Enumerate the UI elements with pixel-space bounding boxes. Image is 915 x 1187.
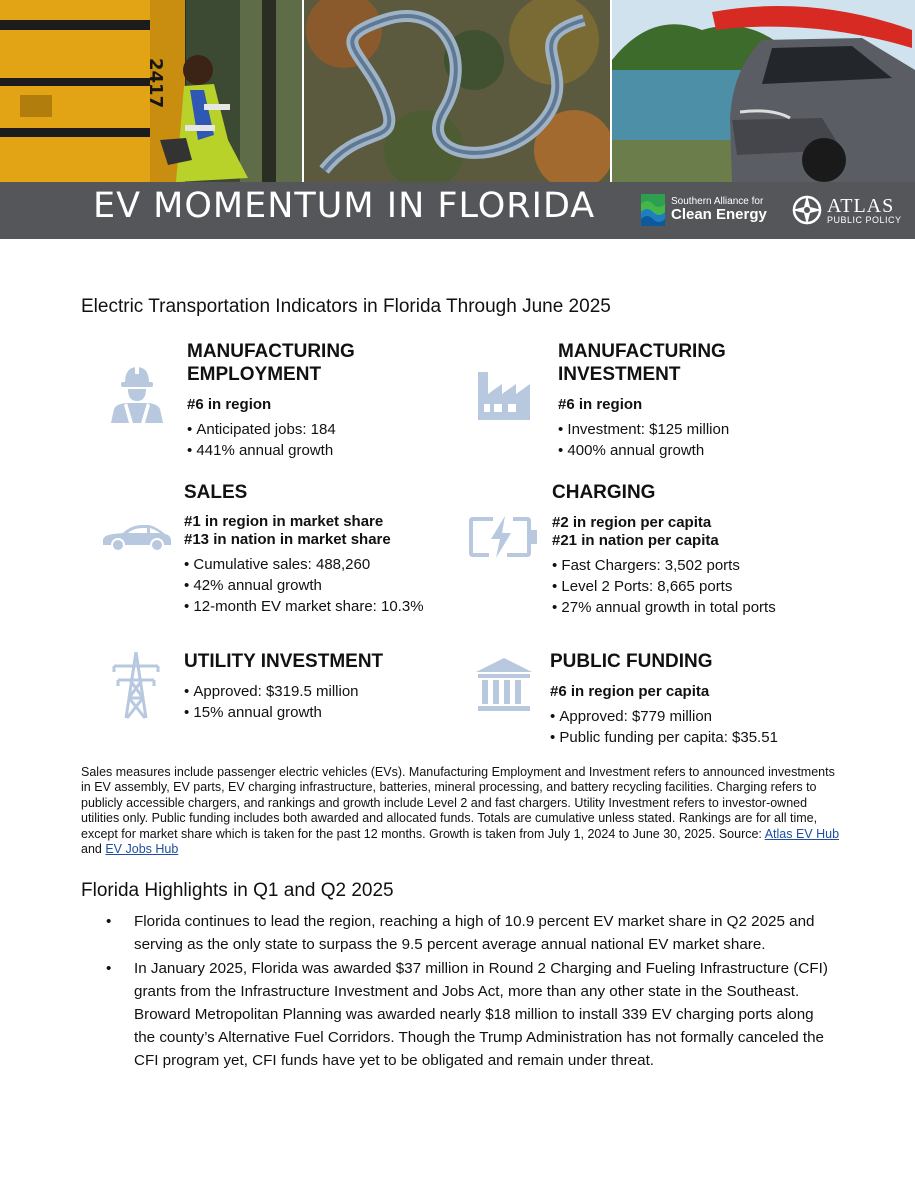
utility-investment-title: UTILITY INVESTMENT xyxy=(184,651,384,672)
atlas-logo-line2: PUBLIC POLICY xyxy=(827,214,902,225)
list-item: • 27% annual growth in total ports xyxy=(552,597,776,618)
highlights-list xyxy=(106,910,836,1073)
manufacturing-employment-title-line1: MANUFACTURING xyxy=(187,341,355,362)
factory-icon xyxy=(476,370,532,420)
list-item: • Cumulative sales: 488,260 xyxy=(184,554,424,575)
list-item: • 400% annual growth xyxy=(558,440,729,461)
battery-charging-icon xyxy=(469,516,539,558)
sace-logo xyxy=(641,192,767,228)
atlas-ev-hub-link[interactable]: Atlas EV Hub xyxy=(764,826,840,841)
winding-road-aerial-photo xyxy=(304,0,610,182)
sales-title: SALES xyxy=(184,482,248,503)
atlas-logo xyxy=(791,192,902,228)
charging-title: CHARGING xyxy=(552,482,656,503)
manufacturing-employment-title-line2: EMPLOYMENT xyxy=(187,364,322,385)
list-item: • Anticipated jobs: 184 xyxy=(187,419,336,440)
bus-number: 2417 xyxy=(145,58,166,109)
manufacturing-investment-rank: #6 in region xyxy=(558,396,643,413)
sales-rank-nation: #13 in nation in market share xyxy=(184,531,391,548)
utility-investment-list xyxy=(184,681,359,723)
atlas-compass-icon xyxy=(791,194,823,226)
public-funding-rank: #6 in region per capita xyxy=(550,683,710,700)
worker-icon xyxy=(108,363,166,423)
manufacturing-investment-list xyxy=(558,419,729,461)
ev-jobs-hub-link[interactable]: EV Jobs Hub xyxy=(105,842,179,857)
list-item: • Approved: $779 million xyxy=(550,706,778,727)
charging-rank-nation: #21 in nation per capita xyxy=(552,532,719,549)
manufacturing-employment-list xyxy=(187,419,336,461)
list-item: • 441% annual growth xyxy=(187,440,336,461)
list-item: • 42% annual growth xyxy=(184,575,424,596)
list-item: • Fast Chargers: 3,502 ports xyxy=(552,555,776,576)
public-funding-title: PUBLIC FUNDING xyxy=(550,651,713,672)
highlights-heading: Florida Highlights in Q1 and Q2 2025 xyxy=(81,880,394,901)
indicators-heading: Electric Transportation Indicators in Florida Through June 2025 xyxy=(81,296,611,317)
public-funding-list xyxy=(550,706,778,748)
notes-joiner: and xyxy=(81,842,106,857)
notes-text: Sales measures include passenger electric vehicles (EVs). Manufacturing Employment and Investment refers to announced investments in EV assembly, EV parts, EV charging infrastructure, batteries, mineral processing, and battery recycling facilities. Charging refers to publicly accessible chargers, and rankings and growth include Level 2 and fast chargers. Utility Investment refers to investor-owned utilities only. Public funding includes both awarded and allocated funds. Totals are cumulative unless stated. Rankings are for all time, except for market share which is taken for the past 12 months. Growth is taken from July 1, 2024 to June 30, 2025. Source: xyxy=(81,765,835,841)
highlight-item: • Florida continues to lead the region, reaching a high of 10.9 percent EV market share in Q2 2025 and serving as the only state to surpass the 9.5 percent average annual national EV market share. xyxy=(106,910,836,956)
ev-car-with-kayaks-photo xyxy=(612,0,915,182)
sales-list xyxy=(184,554,424,617)
page-title: EV MOMENTUM IN FLORIDA xyxy=(93,186,596,226)
manufacturing-investment-title-line1: MANUFACTURING xyxy=(558,341,726,362)
sace-logo-line1: Southern Alliance for xyxy=(671,195,764,207)
power-tower-icon xyxy=(110,650,162,720)
charging-rank-region: #2 in region per capita xyxy=(552,514,712,531)
school-bus-charging-photo xyxy=(0,0,302,182)
list-item: • Level 2 Ports: 8,665 ports xyxy=(552,576,776,597)
methodology-notes xyxy=(81,765,841,857)
government-building-icon xyxy=(474,656,534,712)
manufacturing-employment-rank: #6 in region xyxy=(187,396,272,413)
list-item: • 15% annual growth xyxy=(184,702,359,723)
list-item: • 12-month EV market share: 10.3% xyxy=(184,596,424,617)
charging-list xyxy=(552,555,776,618)
manufacturing-investment-title-line2: INVESTMENT xyxy=(558,364,681,385)
highlight-item: • In January 2025, Florida was awarded $37 million in Round 2 Charging and Fueling Infrastructure (CFI) grants from the Infrastructure Investment and Jobs Act, more than any other state in the Southeast. Broward Metropolitan Planning was awarded nearly $18 million to install 339 EV charging ports along the county’s Alternative Fuel Corridors. Though the Trump Administration has not formally canceled the CFI program yet, CFI funds have yet to be obligated and remain under threat. xyxy=(106,957,836,1072)
sales-rank-region: #1 in region in market share xyxy=(184,513,384,530)
list-item: • Investment: $125 million xyxy=(558,419,729,440)
atlas-logo-line1: ATLAS xyxy=(827,194,895,217)
list-item: • Approved: $319.5 million xyxy=(184,681,359,702)
list-item: • Public funding per capita: $35.51 xyxy=(550,727,778,748)
car-icon xyxy=(101,523,173,551)
sace-logo-line2: Clean Energy xyxy=(671,206,767,224)
sace-wave-icon xyxy=(641,194,665,226)
